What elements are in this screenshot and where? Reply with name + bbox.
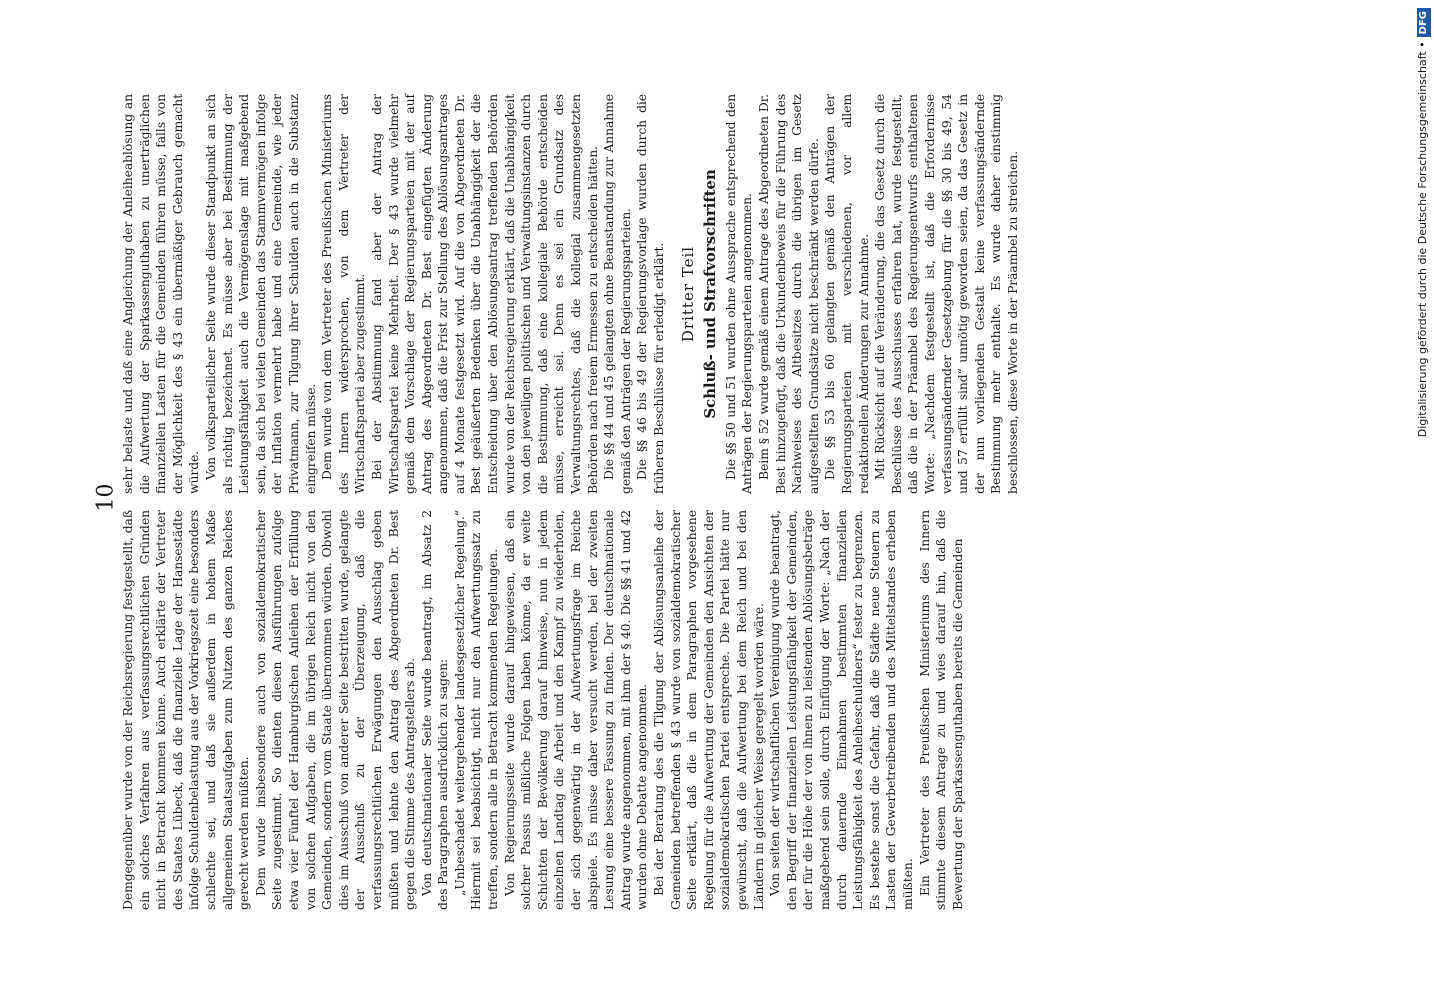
- paragraph: Von seiten der wirtschaftlichen Vereinigung wurde beantragt, den Begriff der finanziellen Leistungsfähigkeit der Gemeinden, der für die Höhe der von ihnen zu leistenden Ablösungsbeträge maßgebend sein solle, durch Einfügung der Worte: „Nach der durch dauernde Einnahmen bestimmten finanziellen Leistungsfähigkeit des Anleiheschuldners“ fester zu begrenzen. Es bestehe sonst die Gefahr, daß die Städte neue Steuern zu Lasten der Gewerbetreibenden und des Mittelstandes erheben müßten.: [767, 510, 915, 910]
- paragraph: Von volksparteilicher Seite wurde dieser Standpunkt an sich als richtig bezeichnet. Es müsse aber bei Bestimmung der Leistungsfähigkeit auch die Vermögenslage mit maßgebend sein, da sich bei vielen Gemeinden das Stammvermögen infolge der Inflation vermehrt habe und eine Gemeinde, wie jeder Privatmann, zur Tilgung ihrer Schulden auch in die Substanz eingreifen müsse.: [202, 94, 318, 494]
- rotated-text-area: [120, 90, 1434, 910]
- paragraph: sehr belaste und daß eine Angleichung der Anleiheablösung an die Aufwertung der Sparkassenguthaben zu unerträglichen finanziellen Lasten für die Gemeinden führen müsse, falls von der Möglichkeit des § 43 ein übermäßiger Gebrauch gemacht würde.: [120, 94, 202, 494]
- paragraph: Dem wurde insbesondere auch von sozialdemokratischer Seite zugestimmt. So dienten diesen Ausführungen zufolge etwa vier Fünftel der Hamburgischen Anleihen der Erfüllung von solchen Aufgaben, die im übrigen Reich nicht von den Gemeinden, sondern vom Staate übernommen würden. Obwohl dies im Ausschuß von anderer Seite bestritten wurde, gelangte der Ausschuß zu der Überzeugung, daß die verfassungsrechtlichen Erwägungen den Ausschlag geben müßten und lehnte den Antrag des Abgeordneten Dr. Best gegen die Stimme des Antragstellers ab.: [252, 510, 418, 910]
- left-column: [120, 510, 966, 910]
- dfg-logo: DFG: [1417, 8, 1431, 37]
- paragraph: Beim § 52 wurde gemäß einem Antrage des Abgeordneten Dr. Best hinzugefügt, daß die Urkundenbeweis für die Führung des Nachweises des Altbesitzes durch die übrigen im Gesetz aufgestellten Grundsätze nicht beschränkt werden dürfe.: [755, 94, 821, 494]
- paragraph: Die §§ 46 bis 49 der Regierungsvorlage wurden durch die früheren Beschlüsse für erledigt erklärt.: [634, 94, 666, 494]
- paragraph: Bei der Abstimmung fand aber der Antrag der Wirtschaftspartei keine Mehrheit. Der § 43 wurde vielmehr gemäß dem Vorschlage der Regierungsparteien mit der auf Antrag des Abgeordneten Dr. Best eingefügten Änderung angenommen, daß die Frist zur Stellung des Ablösungsantrages auf 4 Monate festgesetzt wird. Auf die von Abgeordneten Dr. Best geäußerten Bedenken über die Unabhängigkeit der die Entscheidung über den Ablösungsantrag treffenden Behörden wurde von der Reichsregierung erklärt, daß die Unabhängigkeit von den jeweiligen politischen und Verwaltungsinstanzen durch die Bestimmung, daß eine kollegiale Behörde entscheiden müsse, erreicht sei. Denn es sei ein Grundsatz des Verwaltungsrechtes, daß die kollegial zusammengesetzten Behörden nach freiem Ermessen zu entscheiden hätten.: [368, 94, 600, 494]
- paragraph: Mit Rücksicht auf die Veränderung, die das Gesetz durch die Beschlüsse des Ausschusses erfahren hat, wurde festgestellt, daß die in der Präambel des Regierungsentwurfs enthaltenen Worte: „Nachdem festgestellt ist, daß die Erfordernisse verfassungsändernder Gesetzgebung für die §§ 30 bis 49, 54 und 57 erfüllt sind“ unnötig geworden seien, da das Gesetz in der nun vorliegenden Gestalt keine verfassungsändernde Bestimmung mehr enthalte. Es wurde daher einstimmig beschlossen, diese Worte in der Präambel zu streichen.: [872, 94, 1020, 494]
- paragraph: Demgegenüber wurde von der Reichsregierung festgestellt, daß ein solches Verfahren aus verfassungsrechtlichen Gründen nicht in Betracht kommen könne. Auch erklärte der Vertreter des Staates Lübeck, daß die finanzielle Lage der Hansestädte infolge Schuldenbelastung aus der Vorkriegszeit eine besonders schlechte sei, und daß sie außerdem in hohem Maße allgemeinen Staatsaufgaben zum Nutzen des ganzen Reiches gerecht werden müßten.: [120, 510, 252, 910]
- paragraph: Ein Vertreter des Preußischen Ministeriums des Innern stimmte diesem Antrage zu und wies darauf hin, daß die Bewertung der Sparkassenguthaben bereits die Gemeinden: [916, 510, 965, 910]
- section-subheading: Schluß- und Strafvorschriften: [701, 169, 720, 419]
- paragraph: „Unbeschadet weitergehender landesgesetzlicher Regelung.“ Hiermit sei beabsichtigt, nicht nur den Aufwertungssatz zu treffen, sondern alle in Betracht kommenden Regelungen.: [451, 510, 501, 910]
- document-body: [120, 90, 1434, 910]
- paragraph: Die §§ 53 bis 60 gelangten gemäß den Anträgen der Regierungsparteien mit verschiedenen, vor allem redaktionellen Änderungen zur Annahme.: [822, 94, 871, 494]
- paragraph: Die §§ 50 und 51 wurden ohne Aussprache entsprechend den Anträgen der Regierungsparteien angenommen.: [722, 94, 755, 494]
- digitization-note: [1414, 8, 1432, 992]
- paragraph: Die §§ 44 und 45 gelangten ohne Beanstandung zur Annahme gemäß den Anträgen der Regierungsparteien.: [601, 94, 633, 494]
- page-number: 10: [93, 483, 119, 512]
- digitization-note-text: Digitalisierung gefördert durch die Deutsche Forschungsgemeinschaft •: [1416, 41, 1429, 438]
- section-heading: Dritter Teil: [678, 245, 697, 343]
- right-column: [120, 94, 1021, 494]
- paragraph: Von deutschnationaler Seite wurde beantragt, im Absatz 2 des Paragraphen ausdrücklich zu sagen:: [418, 510, 451, 910]
- paragraph: Bei der Beratung des die Tilgung der Ablösungsanleihe der Gemeinden betreffenden § 43 wurde von sozialdemokratischer Seite erklärt, daß die in dem Paragraphen vorgesehene Regelung für die Aufwertung der Gemeinden den Ansichten der sozialdemokratischen Partei entspreche. Die Partei hätte nur gewünscht, daß die Aufwertung bei dem Reich und bei den Ländern in gleicher Weise geregelt worden wäre.: [651, 510, 766, 910]
- paragraph: Dem wurde von dem Vertreter des Preußischen Ministeriums des Innern widersprochen, von dem Vertreter der Wirtschaftspartei aber zugestimmt.: [319, 94, 368, 494]
- paragraph: Von Regierungsseite wurde darauf hingewiesen, daß ein solcher Passus mißliche Folgen haben könne, da er weite Schichten der Bevölkerung darauf hinweise, nun in jedem einzelnen Landtag die Arbeit und den Kampf zu wiederholen, der sich gegenwärtig in der Aufwertungsfrage im Reiche abspiele. Es müsse daher versucht werden, bei der zweiten Lesung eine bessere Fassung zu finden. Der deutschnationale Antrag wurde angenommen, mit ihm der § 40. Die §§ 41 und 42 wurden ohne Debatte angenommen.: [501, 510, 650, 910]
